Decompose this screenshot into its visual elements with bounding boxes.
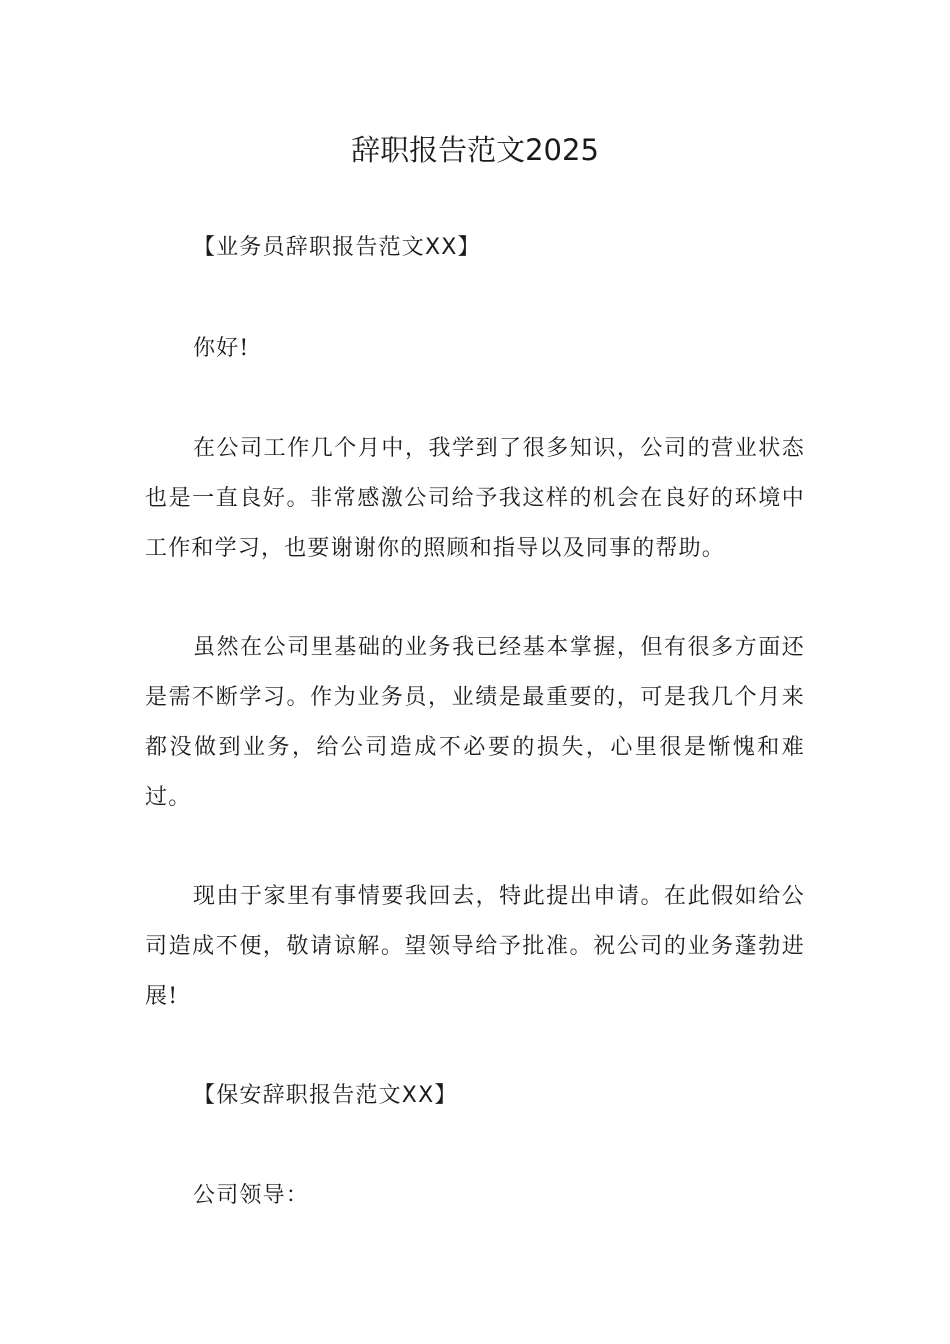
paragraph-request: 现由于家里有事情要我回去，特此提出申请。在此假如给公司造成不便，敬请谅解。望领导给予批准。祝公司的业务蓬勃进展!: [145, 884, 805, 1009]
greeting-salesperson: 你好!: [193, 336, 250, 361]
paragraph-performance: 虽然在公司里基础的业务我已经基本掌握，但有很多方面还是需不断学习。作为业务员，业绩是最重要的，可是我几个月来都没做到业务，给公司造成不必要的损失，心里很是惭愧和难过。: [145, 635, 805, 810]
paragraph-gratitude: 在公司工作几个月中，我学到了很多知识，公司的营业状态也是一直良好。非常感激公司给予我这样的机会在良好的环境中工作和学习，也要谢谢你的照顾和指导以及同事的帮助。: [145, 436, 805, 561]
section-heading-salesperson: 【业务员辞职报告范文XX】: [193, 235, 481, 260]
greeting-security: 公司领导：: [193, 1183, 310, 1208]
document-title: 辞职报告范文2025: [351, 133, 599, 167]
section-heading-security: 【保安辞职报告范文XX】: [193, 1083, 458, 1108]
